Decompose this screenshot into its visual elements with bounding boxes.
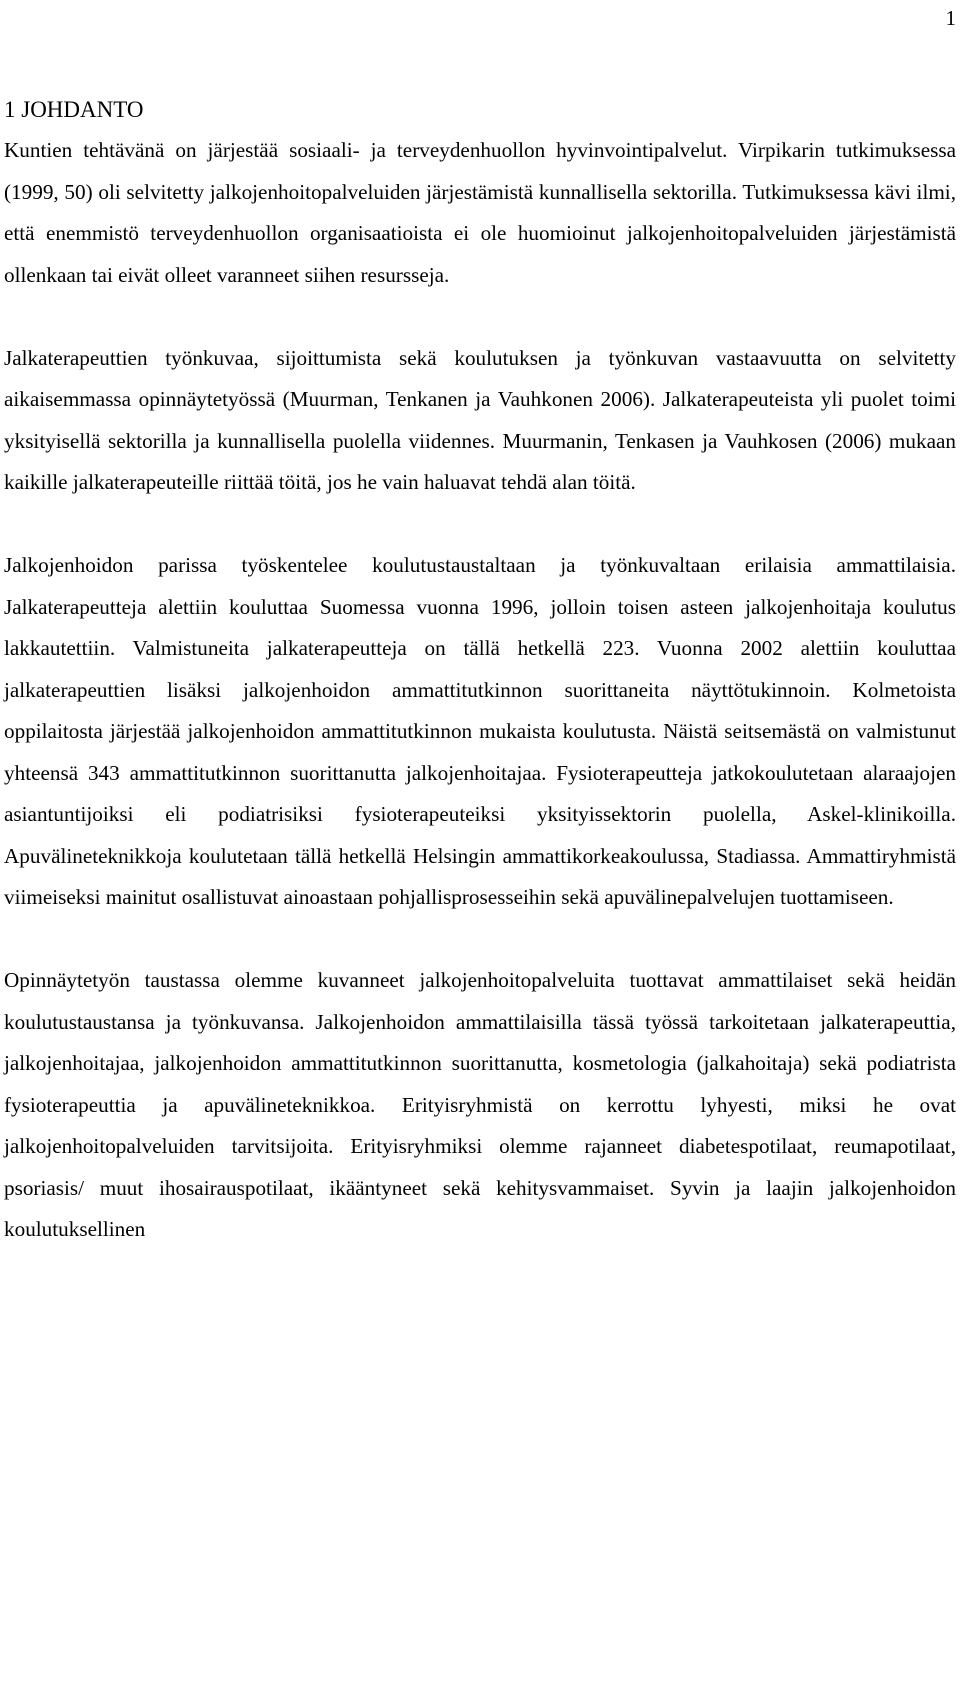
paragraph-jalkaterapeutit: Jalkaterapeuttien työnkuvaa, sijoittumista sekä koulutuksen ja työnkuvan vastaavuutta on selvitetty aikaisemmassa opinnäytetyössä (Muurman, Tenkanen ja Vauhkonen 2006). Jalkaterapeuteista yli puolet toimi yksityisellä sektorilla ja kunnallisella puolella viidennes. Muurmanin, Tenkasen ja Vauhkosen (2006) mukaan kaikille jalkaterapeuteille riittää töitä, jos he vain haluavat tehdä alan töitä.	[4, 345, 956, 494]
paragraph-ammattilaiset: Jalkojenhoidon parissa työskentelee koulutustaustaltaan ja työnkuvaltaan erilaisia ammattilaisia. Jalkaterapeutteja alettiin kouluttaa Suomessa vuonna 1996, jolloin toisen asteen jalkojenhoitaja koulutus lakkautettiin. Valmistuneita jalkaterapeutteja on tällä hetkellä 223. Vuonna 2002 alettiin kouluttaa jalkaterapeuttien lisäksi jalkojenhoidon ammattitutkinnon suorittaneita näyttötukinnoin. Kolmetoista oppilaitosta järjestää jalkojenhoidon ammattitutkinnon mukaista koulutusta. Näistä seitsemästä on valmistunut yhteensä 343 ammattitutkinnon suorittanutta jalkojenhoitajaa. Fysioterapeutteja jatkokoulutetaan alaraajojen asiantuntijoiksi eli podiatrisiksi fysioterapeuteiksi yksityissektorin puolella, Askel-klinikoilla. Apuvälineteknikkoja koulutetaan tällä hetkellä Helsingin ammattikorkeakoulussa, Stadiassa. Ammattiryhmistä viimeiseksi mainitut osallistuvat ainoastaan pohjallisprosesseihin sekä apuvälinepalvelujen tuottamiseen.	[4, 553, 956, 909]
document-body	[4, 90, 956, 1251]
chapter-heading: 1 JOHDANTO	[4, 97, 144, 122]
paragraph-intro: Kuntien tehtävänä on järjestää sosiaali- ja terveydenhuollon hyvinvointipalvelut. Virpikarin tutkimuksessa (1999, 50) oli selvitetty jalkojenhoitopalveluiden järjestämistä kunnallisella sektorilla. Tutkimuksessa kävi ilmi, että enemmistö terveydenhuollon organisaatioista ei ole huomioinut jalkojenhoitopalveluiden järjestämistä ollenkaan tai eivät olleet varanneet siihen resursseja.	[4, 138, 956, 287]
paragraph-tausta: Opinnäytetyön taustassa olemme kuvanneet jalkojenhoitopalveluita tuottavat ammattilaiset sekä heidän koulutustaustansa ja työnkuvansa. Jalkojenhoidon ammattilaisilla tässä työssä tarkoitetaan jalkaterapeuttia, jalkojenhoitajaa, jalkojenhoidon ammattitutkinnon suorittanutta, kosmetologia (jalkahoitaja) sekä podiatrista fysioterapeuttia ja apuvälineteknikkoa. Erityisryhmistä on kerrottu lyhyesti, miksi he ovat jalkojenhoitopalveluiden tarvitsijoita. Erityisryhmiksi olemme rajanneet diabetespotilaat, reumapotilaat, psoriasis/ muut ihosairauspotilaat, ikääntyneet sekä kehitysvammaiset. Syvin ja laajin jalkojenhoidon koulutuksellinen	[4, 968, 956, 1241]
page-number: 1	[945, 6, 956, 30]
